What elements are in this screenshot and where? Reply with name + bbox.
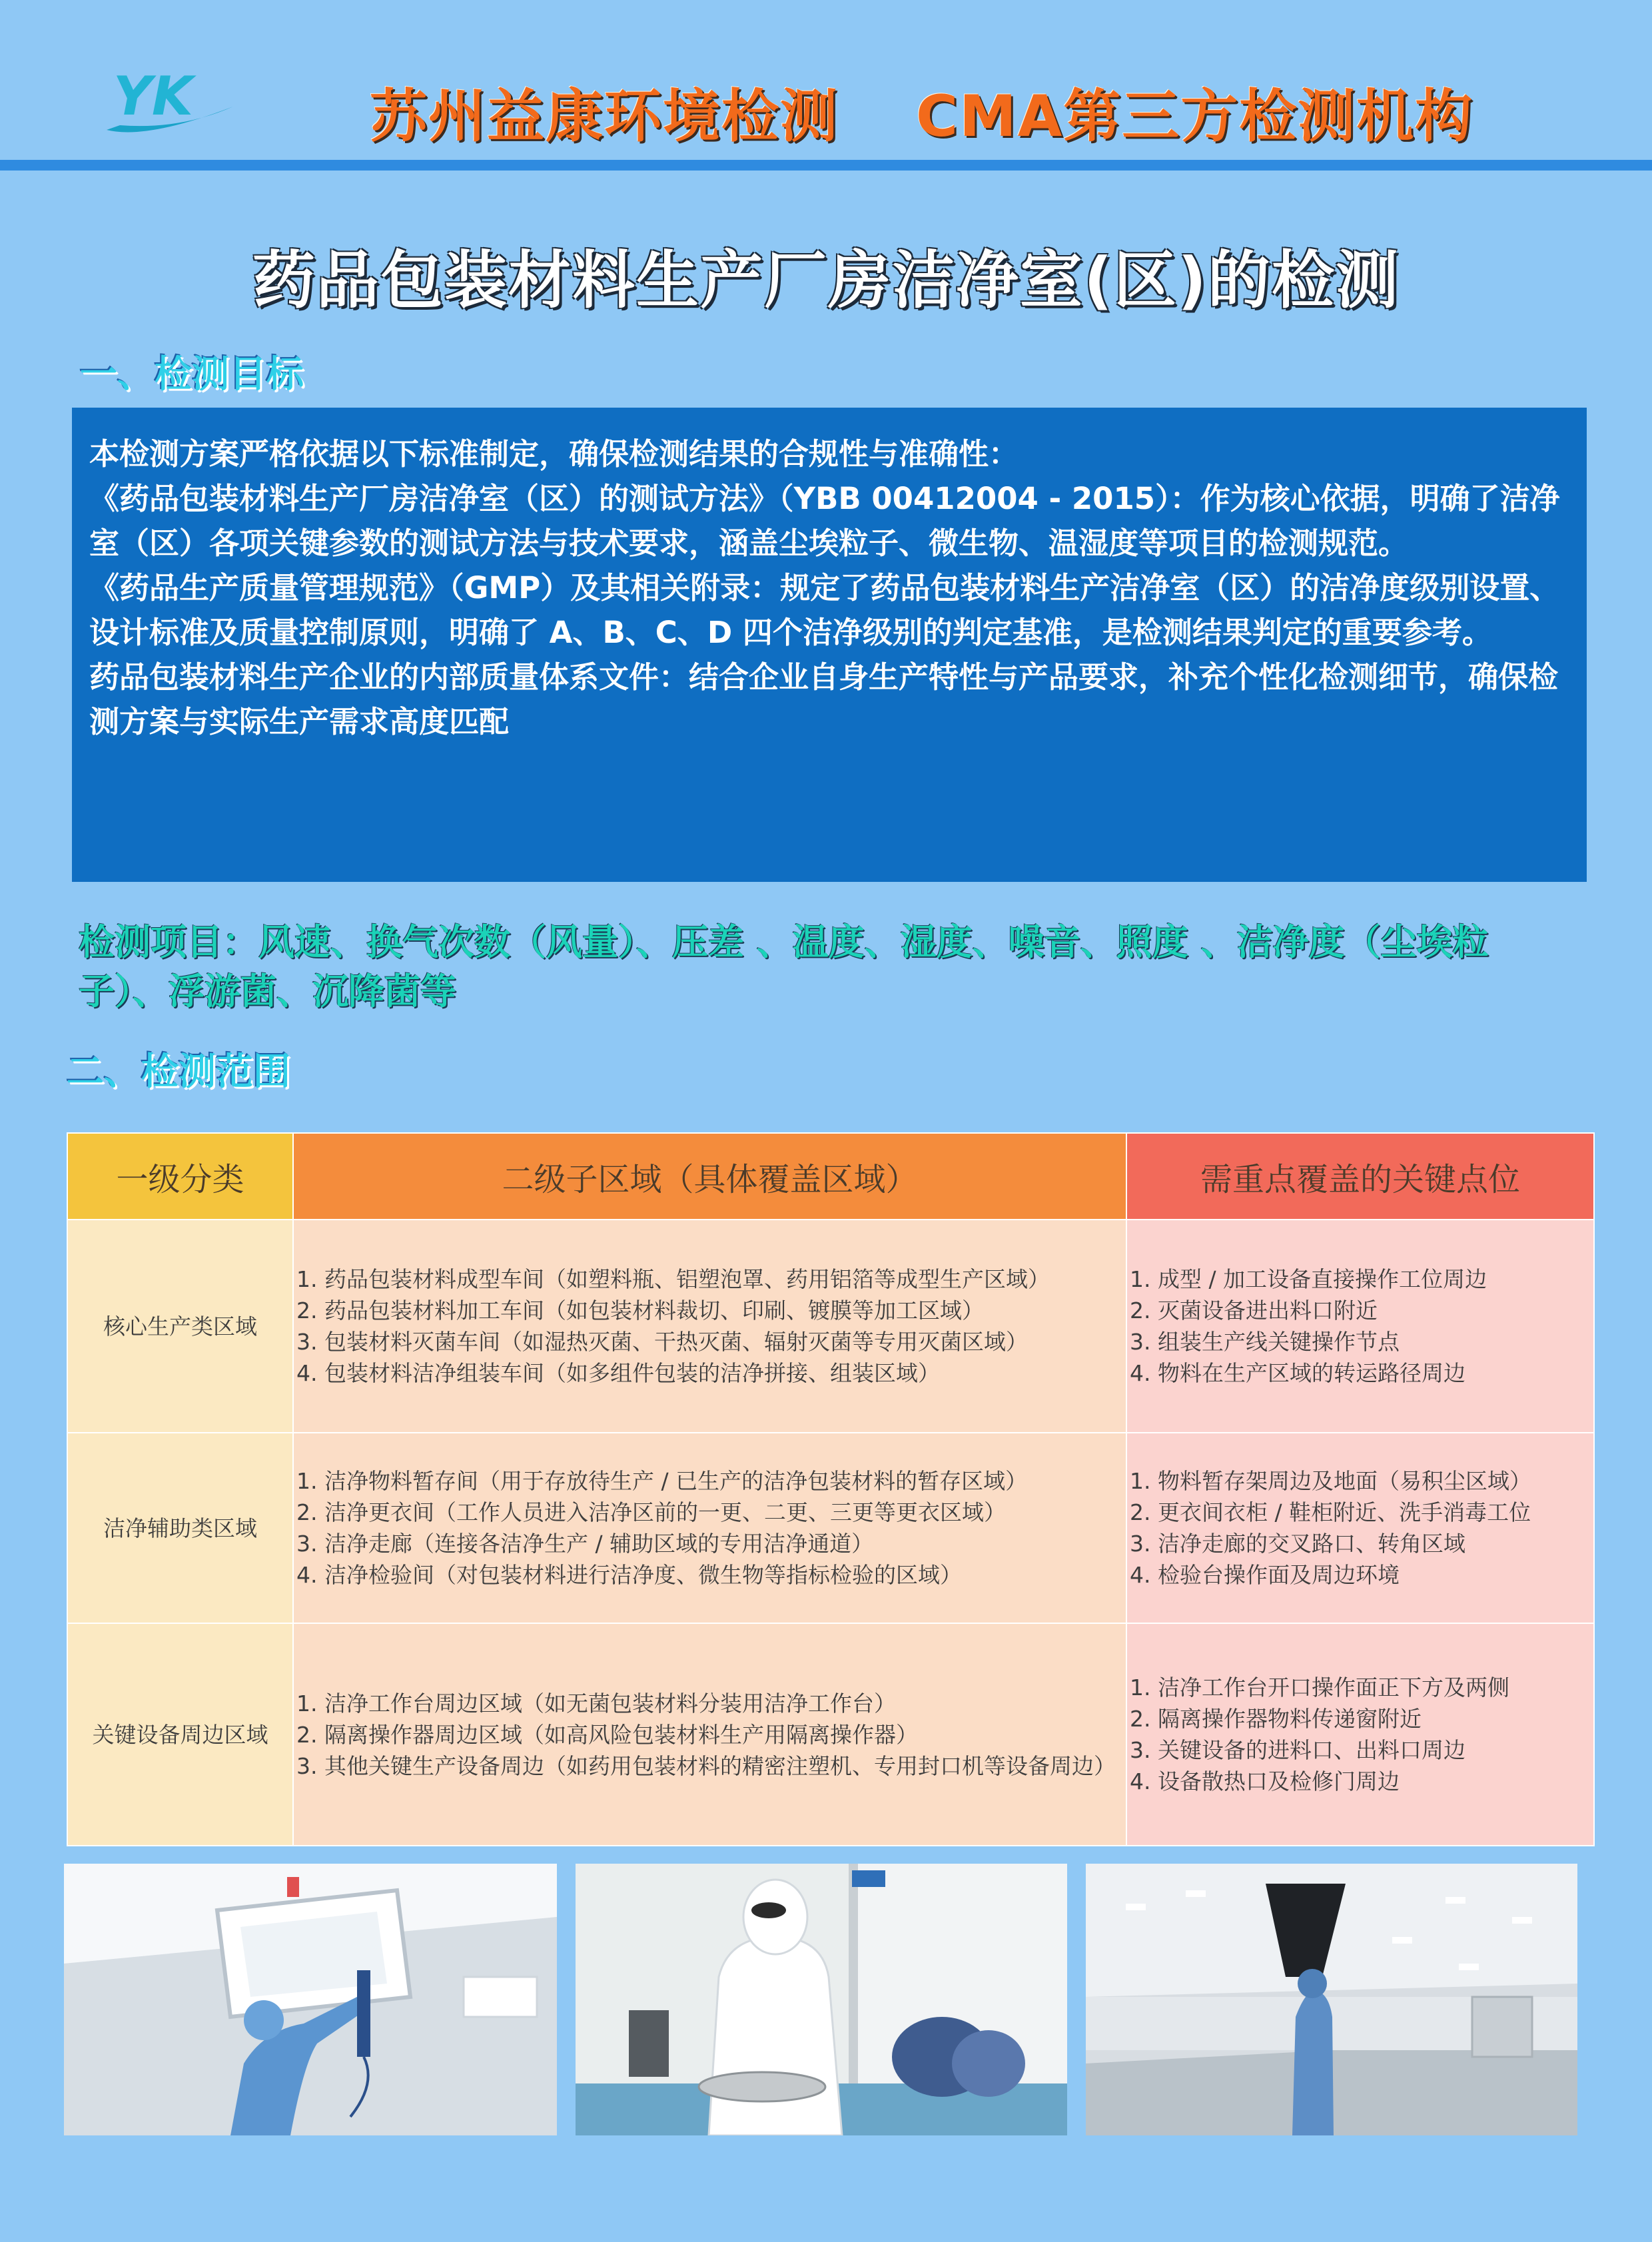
keypoint-item: 1. 成型 / 加工设备直接操作工位周边	[1130, 1266, 1487, 1292]
keypoints-cell	[1126, 1433, 1594, 1623]
keypoint-item: 3. 关键设备的进料口、出料口周边	[1130, 1737, 1465, 1763]
category-cell: 核心生产类区域	[67, 1220, 293, 1433]
test-items: 检测项目：风速、换气次数（风量）、压差 、温度、湿度、噪音、照度 、洁净度（尘埃粒子）、浮游菌、沉降菌等	[79, 921, 1489, 1012]
scope-table	[67, 1132, 1595, 1846]
subarea-item: 4. 洁净检验间（对包装材料进行洁净度、微生物等指标检验的区域）	[296, 1562, 962, 1588]
subarea-item: 4. 包装材料洁净组装车间（如多组件包装的洁净拼接、组装区域）	[296, 1360, 940, 1386]
table-row	[67, 1220, 1594, 1433]
header-divider	[0, 160, 1652, 171]
header-keypoints: 需重点覆盖的关键点位	[1126, 1133, 1594, 1220]
header-category: 一级分类	[67, 1133, 293, 1220]
keypoint-item: 2. 灭菌设备进出料口附近	[1130, 1298, 1378, 1323]
brand-name: 苏州益康环境检测	[370, 83, 839, 150]
keypoint-item: 3. 洁净走廊的交叉路口、转角区域	[1130, 1531, 1465, 1557]
table-row	[67, 1433, 1594, 1623]
page-title: 药品包装材料生产厂房洁净室(区)的检测	[252, 244, 1400, 317]
subarea-item: 1. 药品包装材料成型车间（如塑料瓶、铝塑泡罩、药用铝箔等成型生产区域）	[296, 1266, 1050, 1292]
standards-intro: 本检测方案严格依据以下标准制定，确保检测结果的合规性与准确性：	[89, 436, 1019, 472]
keypoint-item: 1. 洁净工作台开口操作面正下方及两侧	[1130, 1675, 1509, 1700]
subarea-item: 2. 隔离操作器周边区域（如高风险包装材料生产用隔离操作器）	[296, 1721, 918, 1748]
photo-ceiling-airflow-test	[64, 1864, 557, 2135]
subarea-item: 3. 洁净走廊（连接各洁净生产 / 辅助区域的专用洁净通道）	[296, 1531, 874, 1557]
subarea-item: 3. 包装材料灭菌车间（如湿热灭菌、干热灭菌、辐射灭菌等专用灭菌区域）	[296, 1329, 1028, 1355]
standards-box	[72, 408, 1587, 882]
subarea-item: 1. 洁净工作台周边区域（如无菌包装材料分装用洁净工作台）	[296, 1690, 896, 1716]
brand-cma: CMA第三方检测机构	[916, 83, 1474, 150]
subareas-cell	[293, 1433, 1126, 1623]
yk-logo-icon	[100, 67, 253, 140]
table-header-row	[67, 1133, 1594, 1220]
keypoints-cell	[1126, 1220, 1594, 1433]
header	[0, 0, 1652, 160]
keypoint-item: 4. 物料在生产区域的转运路径周边	[1130, 1360, 1465, 1386]
photo-cleanroom-hall	[1086, 1864, 1577, 2135]
keypoints-cell	[1126, 1623, 1594, 1846]
subarea-item: 2. 药品包装材料加工车间（如包装材料裁切、印刷、镀膜等加工区域）	[296, 1298, 984, 1323]
keypoint-item: 3. 组装生产线关键操作节点	[1130, 1329, 1400, 1355]
logo-text: YK	[113, 67, 193, 127]
photo-sampling-test	[576, 1864, 1067, 2135]
subareas-cell	[293, 1623, 1126, 1846]
keypoint-item: 2. 隔离操作器物料传递窗附近	[1130, 1706, 1422, 1732]
table-row	[67, 1623, 1594, 1846]
section-heading-goal: 一、检测目标	[80, 353, 304, 396]
keypoint-item: 4. 检验台操作面及周边环境	[1130, 1562, 1400, 1588]
keypoint-item: 2. 更衣间衣柜 / 鞋柜附近、洗手消毒工位	[1130, 1499, 1531, 1525]
subarea-item: 2. 洁净更衣间（工作人员进入洁净区前的一更、二更、三更等更衣区域）	[296, 1499, 1006, 1525]
standard-gmp: 《药品生产质量管理规范》（GMP）及其相关附录：规定了药品包装材料生产洁净室（区）的洁净度级别设置、设计标准及质量控制原则，明确了 A、B、C、D 四个洁净级别的判定基准，是检测结果判定的重要参考。	[89, 570, 1560, 650]
subarea-item: 3. 其他关键生产设备周边（如药用包装材料的精密注塑机、专用封口机等设备周边）	[296, 1752, 1116, 1779]
subarea-item: 1. 洁净物料暂存间（用于存放待生产 / 已生产的洁净包装材料的暂存区域）	[296, 1468, 1028, 1494]
category-cell: 关键设备周边区域	[67, 1623, 293, 1846]
keypoint-item: 1. 物料暂存架周边及地面（易积尘区域）	[1130, 1468, 1531, 1494]
standard-ybb: 《药品包装材料生产厂房洁净室（区）的测试方法》（YBB 00412004 - 2015）：作为核心依据，明确了洁净室（区）各项关键参数的测试方法与技术要求，涵盖尘埃粒子、微生物、温湿度等项目的检测规范。	[89, 481, 1560, 561]
subareas-cell	[293, 1220, 1126, 1433]
section-heading-scope: 二、检测范围	[67, 1050, 290, 1094]
keypoint-item: 4. 设备散热口及检修门周边	[1130, 1768, 1400, 1794]
header-subareas: 二级子区域（具体覆盖区域）	[293, 1133, 1126, 1220]
standard-internal: 药品包装材料生产企业的内部质量体系文件：结合企业自身生产特性与产品要求，补充个性化检测细节，确保检测方案与实际生产需求高度匹配	[89, 659, 1559, 739]
category-cell: 洁净辅助类区域	[67, 1433, 293, 1623]
